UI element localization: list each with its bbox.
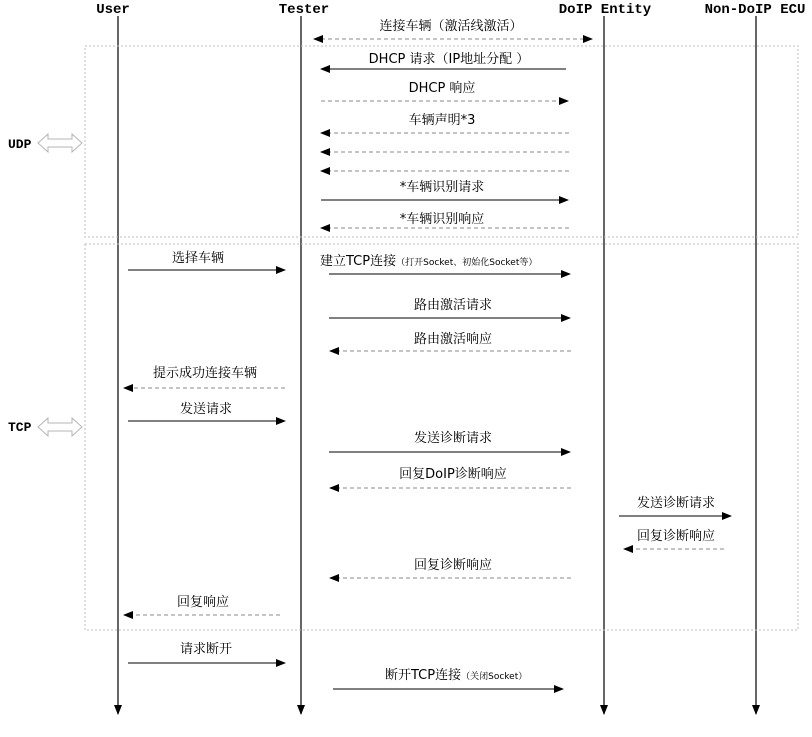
msg-connect-success-label: 提示成功连接车辆 [152, 366, 258, 381]
udp-label: UDP [8, 137, 32, 152]
msg-vehicle-id-request-label: *车辆识别请求 [399, 180, 485, 195]
msg-vehicle-announce-label: 车辆声明*3 [408, 113, 476, 128]
msg-routing-response-label: 路由激活响应 [413, 332, 493, 347]
msg-ecu-diag-request-label: 发送诊断请求 [636, 496, 716, 511]
actor-non-doip-ecu: Non-DoIP ECU [704, 2, 806, 18]
msg-dhcp-request-label: DHCP 请求（IP地址分配 ） [368, 52, 530, 67]
msg-dhcp-response-label: DHCP 响应 [408, 81, 476, 96]
actor-tester: Tester [278, 2, 330, 18]
msg-send-request-label: 发送请求 [179, 402, 233, 417]
msg-tcp-disconnect-label: 断开TCP连接（关闭Socket） [385, 668, 528, 683]
msg-vehicle-id-response-label: *车辆识别响应 [399, 212, 485, 227]
msg-connect-vehicle-label: 连接车辆（激活线激活） [379, 19, 523, 34]
tcp-double-arrow-icon [38, 418, 82, 436]
tcp-label: TCP [8, 420, 32, 435]
msg-diag-response-label: 回复诊断响应 [413, 558, 493, 573]
msg-routing-request-label: 路由激活请求 [413, 298, 493, 313]
msg-tcp-connect-label: 建立TCP连接（打开Socket、初始化Socket等） [320, 254, 538, 269]
msg-doip-diag-response-label: 回复DoIP诊断响应 [399, 467, 507, 482]
msg-reply-response-label: 回复响应 [176, 595, 230, 610]
udp-double-arrow-icon [38, 134, 82, 152]
msg-select-vehicle-label: 选择车辆 [171, 251, 225, 266]
udp-segment-box [85, 46, 798, 237]
msg-diag-request-label: 发送诊断请求 [413, 431, 493, 446]
msg-ecu-diag-response-label: 回复诊断响应 [636, 529, 716, 544]
actor-user: User [96, 2, 130, 18]
actor-doip-entity: DoIP Entity [558, 2, 652, 18]
msg-request-disconnect-label: 请求断开 [179, 642, 233, 657]
